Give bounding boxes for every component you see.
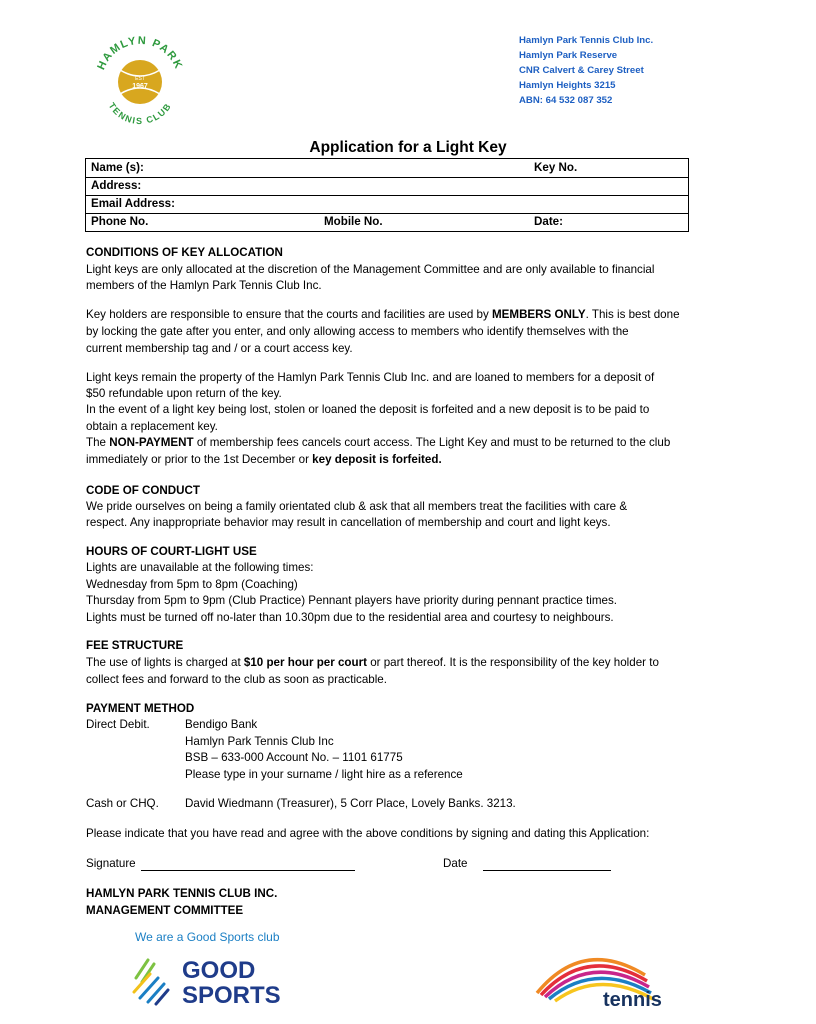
hours-text: Lights are unavailable at the following times: <box>86 561 314 574</box>
deposit-forfeited-emphasis: key deposit is forfeited. <box>312 453 442 466</box>
conduct-text: respect. Any inappropriate behavior may result in cancellation of membership and court and light keys. <box>86 516 611 529</box>
fee-rate-emphasis: $10 per hour per court <box>243 656 367 669</box>
seal-year-text: 1967 <box>132 83 148 90</box>
club-info-line: Hamlyn Park Reserve <box>519 50 618 61</box>
date-label: Date <box>443 857 468 870</box>
conditions-text: obtain a replacement key. <box>86 420 218 433</box>
hours-text: Lights must be turned off no-later than 10.30pm due to the residential area and courtesy to neighbours. <box>86 611 614 624</box>
hours-text: Wednesday from 5pm to 8pm (Coaching) <box>86 578 298 591</box>
conditions-text <box>86 452 442 469</box>
text-run: immediately or prior to the 1st December or <box>86 453 313 466</box>
bank-detail: Bendigo Bank <box>185 718 258 731</box>
seal-est-text: EST <box>135 76 145 82</box>
non-payment-emphasis: NON-PAYMENT <box>109 436 194 449</box>
conditions-text: Light keys remain the property of the Hamlyn Park Tennis Club Inc. and are loaned to members for a deposit of <box>86 371 655 384</box>
text-run: The use of lights is charged at <box>86 656 244 669</box>
svg-text:TENNIS CLUB <box>107 101 174 126</box>
tennis-logo-word: tennis <box>603 989 662 1011</box>
text-run: . This is best done <box>585 308 680 321</box>
seal-ring-top-text: HAMLYN PARK <box>95 34 185 72</box>
club-info-line: Hamlyn Heights 3215 <box>519 80 616 91</box>
club-info-line: CNR Calvert & Carey Street <box>519 65 644 76</box>
hours-heading: HOURS OF COURT-LIGHT USE <box>86 545 257 558</box>
good-sports-tagline: We are a Good Sports club <box>135 930 280 944</box>
text-run: of membership fees cancels court access. The Light Key and must to be returned to the club <box>193 436 671 449</box>
good-sports-word-sports: SPORTS <box>182 982 281 1009</box>
conditions-text <box>86 307 680 324</box>
cash-cheque-label: Cash or CHQ. <box>86 797 159 810</box>
date-line[interactable] <box>483 858 611 871</box>
signature-label: Signature <box>86 857 136 870</box>
org-committee: MANAGEMENT COMMITTEE <box>86 904 244 917</box>
hours-text: Thursday from 5pm to 9pm (Club Practice) Pennant players have priority during pennant practice times. <box>86 594 617 607</box>
conduct-heading: CODE OF CONDUCT <box>86 484 201 497</box>
fees-heading: FEE STRUCTURE <box>86 639 184 652</box>
signature-line[interactable] <box>141 858 355 871</box>
tennis-australia-logo-icon <box>533 945 663 1010</box>
club-address-block <box>519 33 653 108</box>
conditions-heading: CONDITIONS OF KEY ALLOCATION <box>86 246 283 259</box>
seal-ring-bottom-text: TENNIS CLUB <box>106 100 174 127</box>
mobile-label: Mobile No. <box>324 215 383 228</box>
payment-heading: PAYMENT METHOD <box>86 702 195 715</box>
email-label: Email Address: <box>91 197 175 210</box>
applicant-details-form <box>85 158 689 232</box>
fees-text: collect fees and forward to the club as soon as practicable. <box>86 673 387 686</box>
key-no-label: Key No. <box>534 161 578 174</box>
club-seal-logo-icon <box>90 30 190 130</box>
form-title: Application for a Light Key <box>309 139 507 156</box>
conduct-text: We pride ourselves on being a family orientated club & ask that all members treat the facilities with care & <box>86 500 628 513</box>
good-sports-logo-icon <box>130 948 281 1010</box>
conditions-text: In the event of a light key being lost, stolen or loaned the deposit is forfeited and a new deposit is to be paid to <box>86 403 650 416</box>
conditions-text: $50 refundable upon return of the key. <box>86 387 282 400</box>
agreement-text: Please indicate that you have read and agree with the above conditions by signing and dating this Application: <box>86 827 650 840</box>
club-info-line: ABN: 64 532 087 352 <box>519 95 613 106</box>
club-info-line: Hamlyn Park Tennis Club Inc. <box>519 35 654 46</box>
conditions-text: current membership tag and / or a court access key. <box>86 342 353 355</box>
bank-detail: BSB – 633-000 Account No. – 1101 61775 <box>185 751 403 764</box>
text-run: The <box>86 436 110 449</box>
bank-detail: Hamlyn Park Tennis Club Inc <box>185 735 334 748</box>
treasurer-address: David Wiedmann (Treasurer), 5 Corr Place, Lovely Banks. 3213. <box>185 797 516 810</box>
phone-label: Phone No. <box>91 215 149 228</box>
direct-debit-label: Direct Debit. <box>86 718 150 731</box>
bank-detail: Please type in your surname / light hire as a reference <box>185 768 463 781</box>
members-only-emphasis: MEMBERS ONLY <box>492 308 586 321</box>
conditions-text <box>86 435 670 452</box>
conditions-text: Light keys are only allocated at the discretion of the Management Committee and are only available to financial <box>86 263 655 276</box>
name-label: Name (s): <box>91 161 144 174</box>
fees-text <box>86 655 659 672</box>
good-sports-word-good: GOOD <box>182 957 256 984</box>
text-run: or part thereof. It is the responsibility of the key holder to <box>366 656 659 669</box>
conditions-text: by locking the gate after you enter, and only allowing access to members who identify themselves with the <box>86 325 629 338</box>
org-name: HAMLYN PARK TENNIS CLUB INC. <box>86 887 278 900</box>
conditions-text: members of the Hamlyn Park Tennis Club Inc. <box>86 279 322 292</box>
text-run: Key holders are responsible to ensure that the courts and facilities are used by <box>86 308 493 321</box>
date-field-label: Date: <box>534 215 563 228</box>
address-label: Address: <box>91 179 142 192</box>
